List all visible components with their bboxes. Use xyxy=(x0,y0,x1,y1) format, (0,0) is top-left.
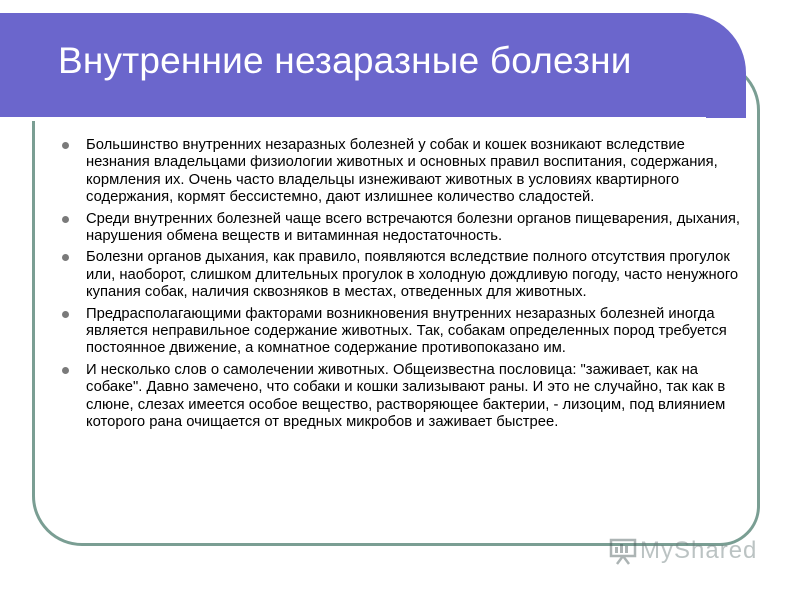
list-item xyxy=(62,211,742,246)
bullet-text: И несколько слов о самолечении животных. Общеизвестна пословица: "заживает, как на собаке". Давно замечено, что собаки и кошки зализывают раны. И это не случайно, так как в слюне, слезах имеется особое вещество, растворяющее бактерии, - лизоцим, под влиянием которого рана очищается от вредных микробов и заживает быстрее. xyxy=(86,361,726,431)
bullet-text: Болезни органов дыхания, как правило, появляются вследствие полного отсутствия прогулок или, наоборот, слишком длительных прогулок в холодную дождливую погоду, часто ненужного купания собак, наличия сквозняков в местах, отведенных для животных. xyxy=(86,249,739,301)
bullet-icon xyxy=(62,142,69,149)
watermark-logo xyxy=(608,536,757,566)
presentation-board-icon xyxy=(608,536,638,566)
list-item xyxy=(62,137,742,207)
watermark-text: MyShared xyxy=(640,537,758,564)
bullet-icon xyxy=(62,216,69,223)
bullet-list xyxy=(62,137,742,436)
bullet-text: Предрасполагающими факторами возникновения внутренних незаразных болезней иногда является неправильное содержание животных. Так, собакам определенных пород требуется постоянное движение, а комнатное содержание противопоказано им. xyxy=(86,305,727,357)
bullet-icon xyxy=(62,254,69,261)
list-item xyxy=(62,306,742,358)
list-item xyxy=(62,362,742,432)
bullet-text: Среди внутренних болезней чаще всего встречаются болезни органов пищеварения, дыхания, нарушения обмена веществ и витаминная недостаточность. xyxy=(86,210,741,245)
bullet-icon xyxy=(62,367,69,374)
bullet-text: Большинство внутренних незаразных болезней у собак и кошек возникают вследствие незнания владельцами физиологии животных и основных правил воспитания, содержания, кормления их. Очень часто владельцы изнеживают животных в условиях квартирного содержания, кормят бессистемно, дают излишнее количество сладостей. xyxy=(86,137,718,206)
list-item xyxy=(62,249,742,301)
bullet-icon xyxy=(62,311,69,318)
title-underline xyxy=(0,117,706,121)
slide-title: Внутренние незаразные болезни xyxy=(58,40,632,81)
